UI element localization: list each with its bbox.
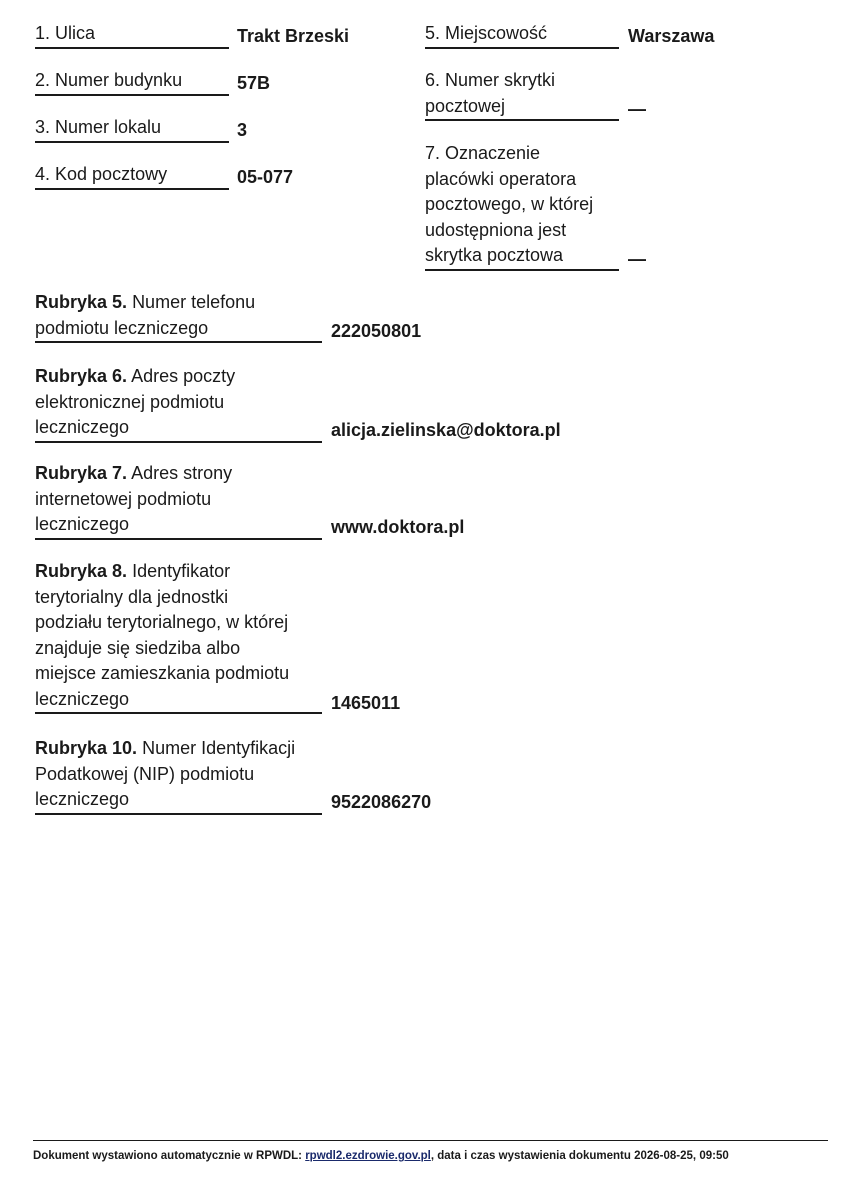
- field-label-numer-budynku: 2. Numer budynku: [35, 68, 229, 96]
- field-value-ulica: Trakt Brzeski: [237, 26, 350, 46]
- field-label-numer-lokalu: 3. Numer lokalu: [35, 115, 229, 143]
- footer-text: Dokument wystawiono automatycznie w RPWDL: rpwdl2.ezdrowie.gov.pl, data i czas wystawienia dokumentu 2026-08-25, 09:50: [33, 1150, 729, 1162]
- field-label-placowka: 7. Oznaczenie placówki operatora pocztowego, w której udostępniona jest skrytka pocztowa: [425, 141, 619, 271]
- field-label-miejscowosc: 5. Miejscowość: [425, 21, 619, 49]
- rpwdl-link[interactable]: rpwdl2.ezdrowie.gov.pl: [305, 1150, 431, 1162]
- rubryka-5-value: 222050801: [331, 321, 422, 341]
- rubryka-8-value: 1465011: [331, 693, 401, 713]
- field-label-ulica: 1. Ulica: [35, 21, 229, 49]
- footer-divider: [33, 1140, 828, 1141]
- rubryka-6-label: Rubryka 6. Adres poczty elektronicznej podmiotu leczniczego: [35, 364, 322, 443]
- field-value-kod-pocztowy: 05-077: [237, 167, 294, 187]
- field-label-skrytka: 6. Numer skrytki pocztowej: [425, 68, 619, 121]
- field-value-numer-lokalu: 3: [237, 120, 248, 140]
- field-value-numer-budynku: 57B: [237, 73, 271, 93]
- rubryka-10-label: Rubryka 10. Numer Identyfikacji Podatkowej (NIP) podmiotu leczniczego: [35, 736, 322, 815]
- rubryka-5-label: Rubryka 5. Numer telefonu podmiotu leczniczego: [35, 290, 322, 343]
- rubryka-8-label: Rubryka 8. Identyfikator terytorialny dla jednostki podziału terytorialnego, w której znajduje się siedziba albo miejsce zamieszkania podmiotu leczniczego: [35, 559, 322, 714]
- field-value-skrytka: —: [628, 99, 646, 119]
- field-value-placowka: —: [628, 249, 646, 269]
- rubryka-7-label: Rubryka 7. Adres strony internetowej podmiotu leczniczego: [35, 461, 322, 540]
- field-label-kod-pocztowy: 4. Kod pocztowy: [35, 162, 229, 190]
- rubryka-6-value: alicja.zielinska@doktora.pl: [331, 420, 561, 440]
- rubryka-10-value: 9522086270: [331, 792, 432, 812]
- field-value-miejscowosc: Warszawa: [628, 26, 715, 46]
- rubryka-7-value: www.doktora.pl: [331, 517, 465, 537]
